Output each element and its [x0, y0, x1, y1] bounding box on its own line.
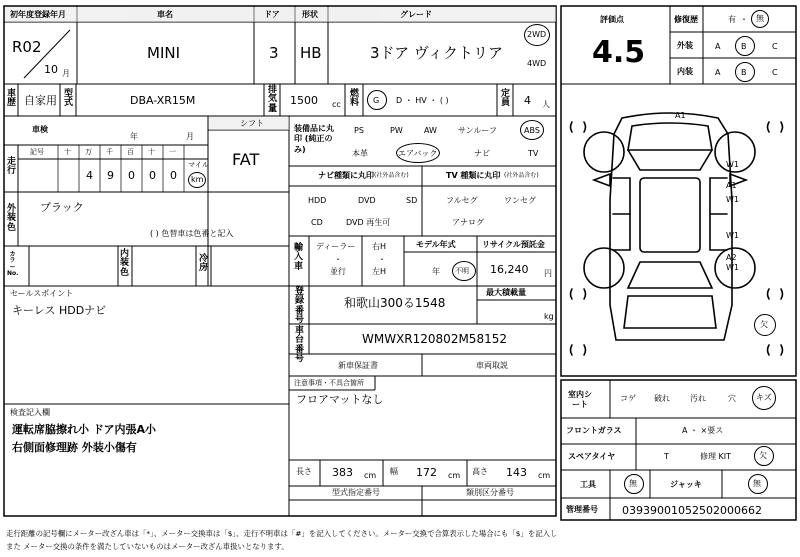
doors: 3 [269, 44, 279, 62]
tv-one: ワンセグ [504, 196, 536, 205]
import-dealer: ディーラー [316, 242, 356, 251]
nav-dvd-play: DVD 再生可 [346, 218, 391, 227]
cold-label: 冷房 [198, 254, 208, 274]
capacity-unit: 人 [542, 100, 550, 109]
seat-label: 室内シート [568, 390, 592, 410]
color: ブラック [40, 201, 84, 214]
interior-a: A [715, 68, 721, 77]
width-label: 幅 [390, 467, 398, 476]
capacity: 4 [524, 94, 531, 107]
vin-label: 車台番号 [294, 326, 304, 365]
type-spec-label: 型式指定番号 [332, 488, 380, 497]
footer-line1: 走行距離の記号欄にメーター改ざん車は「*」、メーター交換車は「$」、走行不明車は「#」を記入してください。メーター交換で合算表示した場合にも「$」を記入し [6, 529, 558, 538]
spare-kit: 修理 KIT [700, 452, 732, 461]
width: 172 [416, 466, 437, 479]
spare-t: T [664, 452, 669, 461]
shape: HB [300, 44, 322, 62]
mileage-digit-3: 0 [128, 169, 135, 182]
tv-analog: アナログ [452, 218, 484, 227]
mileage-header-man: 万 [85, 148, 92, 156]
mileage-digit-4: 0 [149, 169, 156, 182]
mark-w1-d: W1 [726, 263, 739, 272]
import-parallel: 並行 [330, 267, 346, 276]
model-year-unknown: 不明 [455, 267, 469, 275]
model-year-label: モデル年式 [416, 240, 456, 249]
equip-sunroof: サンルーフ [458, 126, 497, 135]
seat-scratch: キズ [756, 393, 772, 402]
mark-a2: A2 [726, 253, 737, 262]
hand-dot: ・ [378, 255, 386, 264]
windshield-label: フロントガラス [566, 426, 622, 435]
seat-dirt: 汚れ [690, 394, 706, 403]
mgmt: 03939001052502000662 [622, 504, 762, 517]
spare-label: スペアタイヤ [568, 452, 616, 461]
repair-no: 無 [756, 14, 764, 23]
usage: 自家用 [24, 94, 57, 107]
selling-points: キーレス HDDナビ [12, 304, 107, 317]
equip-leather: 本革 [352, 149, 368, 158]
nav-cd: CD [311, 218, 323, 227]
footer-line2: また メーター交換の条件を満たしていないものはメーター改ざん車扱いとなります。 [6, 542, 289, 551]
first-reg-era: R02 [12, 38, 42, 56]
capacity-label: 定員 [500, 89, 510, 109]
fuel-label: 燃料 [349, 89, 359, 109]
length-unit: cm [364, 471, 377, 480]
equip-abs: ABS [524, 126, 540, 135]
equip-tv: TV [528, 149, 539, 158]
left-hand: 左H [372, 267, 387, 276]
mark-w1-b: W1 [726, 195, 739, 204]
notes-label: 注意事項・不具合箇所 [294, 379, 364, 387]
manual: 車両取説 [476, 361, 508, 370]
interior-label: 内装 [677, 67, 693, 76]
model: DBA-XR15M [130, 94, 196, 107]
interior-c: C [772, 68, 778, 77]
tv-header: TV 種類に丸印 [446, 171, 501, 180]
width-unit: cm [448, 471, 461, 480]
max-load-kg: kg [544, 312, 554, 321]
door-label: ドア [264, 10, 280, 19]
spare-missing: 欠 [759, 451, 767, 460]
windshield: A ・ ×要ス [682, 426, 724, 435]
tools-label: 工具 [580, 480, 596, 489]
fuel-options: D ・ HV ・ ( ) [396, 96, 449, 105]
equip-airbag: エアバック [398, 149, 438, 158]
displacement: 1500 [290, 94, 318, 107]
first-reg-month-unit: 月 [62, 69, 70, 78]
mileage-header-ten-man: 十 [64, 148, 71, 156]
height-label: 高さ [472, 467, 488, 476]
equipment-label: 装備品に丸印 (純正のみ) [294, 124, 334, 154]
exterior-c: C [772, 42, 778, 51]
height: 143 [506, 466, 527, 479]
vin: WMWXR120802M58152 [362, 332, 507, 346]
interior-color-label: 内装色 [119, 249, 129, 278]
repair-dot: ・ [740, 15, 748, 24]
shift-label: シフト [240, 119, 264, 128]
tv-header-sub: (社外品含む) [504, 172, 539, 179]
displacement-unit: cc [332, 100, 341, 109]
nav-hdd: HDD [308, 196, 327, 205]
jack-label: ジャッキ [670, 480, 702, 489]
score-label: 評価点 [600, 15, 624, 24]
mgmt-label: 管理番号 [566, 505, 598, 514]
height-unit: cm [538, 471, 551, 480]
equip-navi: ナビ [474, 149, 490, 158]
model-label: 型式 [63, 89, 73, 109]
selling-points-label: セールスポイント [10, 289, 74, 298]
nav-header: ナビ種類に丸印 [318, 171, 374, 180]
mark-w1-a: W1 [726, 160, 739, 169]
max-load-label: 最大積載量 [486, 288, 526, 297]
recycle-yen: 円 [544, 269, 552, 278]
reg-label: 登録番号 [294, 287, 304, 326]
right-hand: 右H [372, 242, 387, 251]
mileage-label: 走行 [6, 157, 16, 177]
mileage-digit-2: 9 [107, 169, 114, 182]
car-name: MINI [147, 44, 181, 62]
inspection-label: 車検 [32, 125, 48, 134]
seat-tear: 破れ [654, 394, 670, 403]
mileage-header-sen: 千 [106, 148, 113, 156]
nav-dvd: DVD [358, 196, 376, 205]
score: 4.5 [592, 35, 646, 70]
nav-sd: SD [406, 196, 418, 205]
seat-hole: 穴 [728, 394, 736, 403]
inspection-year-unit: 年 [130, 132, 138, 141]
nav-header-sub: (社外品含む) [374, 172, 409, 179]
shape-label: 形状 [302, 10, 318, 19]
jack: 無 [753, 479, 761, 488]
exterior-a: A [715, 42, 721, 51]
inspector-line2: 右側面修理跡 外装小傷有 [12, 441, 137, 454]
mark-a1-side: A1 [726, 181, 737, 190]
usage-label: 車歴 [6, 89, 16, 109]
length: 383 [332, 466, 353, 479]
mile-label: マイル [188, 161, 209, 169]
fuel-selected: G [373, 96, 380, 105]
mileage-header-ju: 十 [148, 148, 155, 156]
color-label: 外装色 [6, 204, 16, 233]
new-warranty: 新車保証書 [338, 361, 378, 370]
shift: FAT [232, 150, 260, 169]
inspection-month-unit: 月 [186, 132, 194, 141]
displacement-label: 排気量 [267, 85, 277, 114]
tools: 無 [629, 479, 637, 488]
reg-number: 和歌山300る1548 [344, 296, 446, 310]
category-label: 類別区分番号 [466, 488, 514, 497]
recycle-amount: 16,240 [490, 263, 529, 276]
mileage-digit-1: 4 [86, 169, 93, 182]
recycle-label: リサイクル預託金 [482, 240, 545, 249]
exterior-label: 外装 [677, 41, 693, 50]
km-label: km [191, 175, 204, 184]
repair-yes: 有 [728, 15, 736, 24]
first-reg-label: 初年度登録年月 [10, 10, 66, 19]
length-label: 長さ [296, 467, 312, 476]
equip-aw: AW [424, 126, 437, 135]
mileage-header-hyaku: 百 [127, 148, 134, 156]
mark-a1-top: A1 [675, 111, 686, 120]
first-reg-month: 10 [44, 63, 58, 76]
mark-missing: 欠 [760, 320, 768, 329]
import-dot: ・ [334, 255, 342, 264]
inspector-label: 検査記入欄 [10, 408, 50, 417]
drive-2wd: 2WD [527, 30, 547, 39]
interior-b: B [741, 68, 747, 77]
inspector-line1: 運転席脇擦れ小 ドア内張A小 [12, 423, 157, 436]
repair-label: 修復歴 [674, 15, 698, 24]
notes: フロアマットなし [296, 393, 384, 406]
mileage-header-ichi: 一 [169, 148, 176, 156]
equip-pw: PW [390, 126, 403, 135]
drive-4wd: 4WD [527, 59, 547, 68]
exterior-b: B [741, 42, 747, 51]
tv-full: フルセグ [446, 196, 478, 205]
grade: 3ドア ヴィクトリア [370, 44, 503, 62]
seat-burn: コゲ [620, 394, 636, 403]
grade-label: グレード [400, 10, 432, 19]
mileage-header-mark: 記号 [30, 148, 44, 156]
color-note: ( ) 色替車は色番と記入 [150, 229, 234, 238]
car-name-label: 車名 [157, 10, 173, 19]
model-year-unit: 年 [432, 267, 440, 276]
import-label: 輸入車 [293, 243, 303, 272]
equip-ps: PS [354, 126, 364, 135]
mileage-digit-5: 0 [170, 169, 177, 182]
mark-w1-c: W1 [726, 231, 739, 240]
color-no-label: カラーNo. [7, 251, 19, 277]
